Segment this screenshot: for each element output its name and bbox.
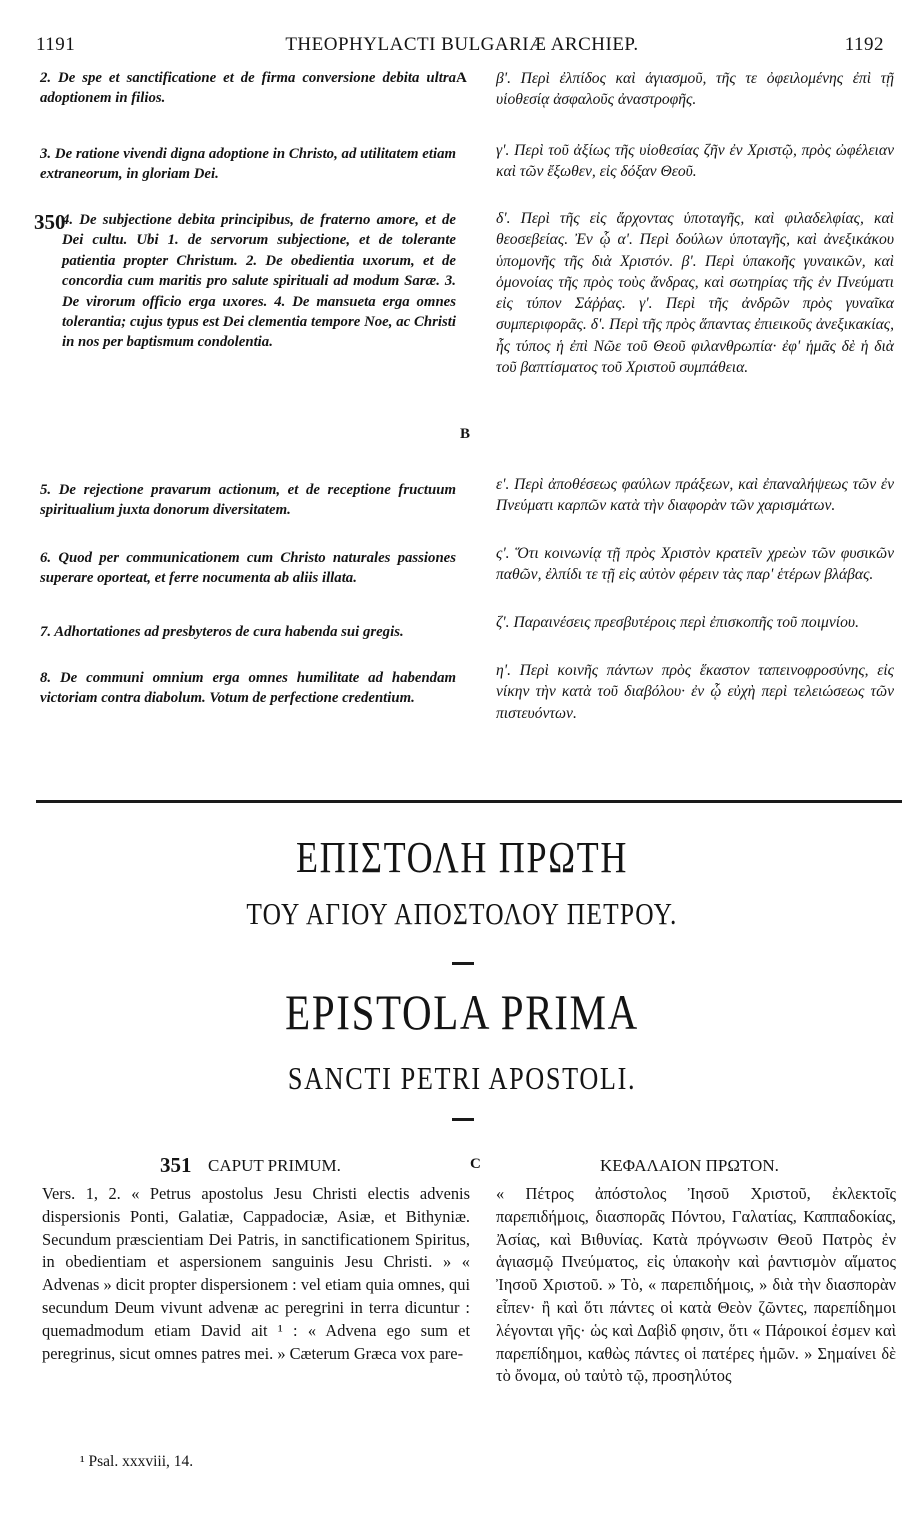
latin-body-paragraph: Vers. 1, 2. « Petrus apostolus Jesu Christi electis advenis dispersionis Ponti, Galatiæ, Cappadociæ, Asiæ, et Bithyniæ. Secundum præscientiam Dei Patris, in sanctificationem Spiritus, in obedientiam et aspersionem sanguinis Jesu Christi. » « Advenas » dicit propter dispersionem : vel etiam quia omnes, qui secundum Deum vivunt advenæ ac peregrini in terra dicuntur : quemadmodum etiam David ait ¹ : « Advena ego sum et peregrinus, sicut omnes patres mei. » Cæterum Græca vox pare-	[42, 1184, 470, 1363]
greek-summary-3: γ'. Περὶ τοῦ ἀξίως τῆς υἱοθεσίας ζῆν ἐν Χριστῷ, πρὸς ὠφέλειαν καὶ τῶν ἔξωθεν, εἰς δόξαν Θεοῦ.	[496, 142, 894, 181]
left-page-number: 1191	[36, 34, 76, 55]
greek-summary-8: η'. Περὶ κοινῆς πάντων πρὸς ἕκαστον ταπεινοφροσύνης, εἰς νίκην τὴν κατὰ τοῦ διαβόλου· ἐν ᾧ εὐχὴ περὶ τελειώσεως τῶν πιστευόντων.	[496, 662, 894, 722]
right-page-number: 1192	[844, 34, 884, 55]
greek-summary-4: δ'. Περὶ τῆς εἰς ἄρχοντας ὑποταγῆς, καὶ φιλαδελφίας, καὶ θεοσεβείας. Ἐν ᾧ α'. Περὶ δούλων ὑποταγῆς, καὶ ἀνεξικάκου ὑπομονῆς τῆς διὰ Χριστόν. β'. Περὶ ὑπακοῆς γυναικῶν, καὶ ὁμονοίας τῆς πρὸς τοὺς ἄνδρας, καὶ σωτηρίας τῆς ἐν Πνεύματι εἰς τύπον Σάῤῥας. γ'. Περὶ τῆς ἀνδρῶν πρὸς γυναῖκα συμπεριφορᾶς. δ'. Περὶ τῆς πρὸς ἅπαντας ἐπιεικοῦς ἀνεξικακίας, ἧς τύπος ἡ ἐπὶ Νῶε τοῦ Θεοῦ φιλανθρωπία· ἐφ' ἡμᾶς δὲ ἡ διὰ τοῦ βαπτίσματος τοῦ Χριστοῦ συμπάθεια.	[496, 210, 894, 377]
section-divider	[36, 800, 902, 803]
greek-epistle-subtitle: ΤΟΥ ΑΓΙΟΥ ΑΠΟΣΤΟΛΟΥ ΠΕΤΡΟΥ.	[246, 896, 678, 931]
margin-marker-b: B	[460, 426, 471, 442]
column-number-350: 350	[34, 210, 66, 234]
latin-epistle-title: EPISTOLA PRIMA	[285, 984, 639, 1040]
latin-body-text	[42, 1183, 470, 1365]
greek-summary-7: ζ'. Παραινέσεις πρεσβυτέροις περὶ ἐπισκοπῆς τοῦ ποιμνίου.	[496, 614, 859, 631]
greek-epistle-title: ΕΠΙΣΤΟΛΗ ΠΡΩΤΗ	[295, 833, 629, 882]
latin-summary-5: 5. De rejectione pravarum actionum, et de receptione fructuum spiritualium juxta donorum diversitatem.	[40, 482, 456, 519]
footnote: ¹ Psal. xxxviii, 14.	[80, 1453, 194, 1470]
latin-summary-6: 6. Quod per communicationem cum Christo naturales passiones superare oporteat, et ferre nocumenta ab aliis illata.	[40, 550, 456, 587]
title-dash-1	[452, 962, 474, 965]
latin-summary-8: 8. De communi omnium erga omnes humilitate ad habendam victoriam contra diabolum. Votum de perfectione credentium.	[40, 670, 456, 707]
latin-summary-4: 4. De subjectione debita principibus, de fraterno amore, et de Dei cultu. Ubi 1. de servorum subjectione, et de tolerante patientia propter Christum. 2. De obedientia uxorum, et de concordia cum maritis pro salute spirituali ad modum Saræ. 3. De virorum officio erga uxores. 4. De mansueta erga omnes tolerantia; cujus typus est Dei clementia tempore Noe, ac Christi in nos per baptismum condolentia.	[62, 212, 456, 351]
greek-chapter-heading: ΚΕΦΑΛΑΙΟΝ ΠΡΩΤΟΝ.	[600, 1156, 779, 1175]
margin-marker-a: A	[456, 70, 467, 86]
latin-chapter-heading: CAPUT PRIMUM.	[208, 1156, 341, 1175]
column-number-351: 351	[160, 1153, 192, 1177]
greek-body-paragraph: « Πέτρος ἀπόστολος Ἰησοῦ Χριστοῦ, ἐκλεκτοῖς παρεπιδήμοις, διασπορᾶς Πόντου, Γαλατίας, Καππαδοκίας, Ἀσίας, καὶ Βιθυνίας. Κατὰ πρόγνωσιν Θεοῦ Πατρὸς ἐν ἁγιασμῷ Πνεύματος, εἰς ὑπακοὴν καὶ ῥαντισμὸν αἵματος Ἰησοῦ Χριστοῦ. » Τὸ, « παρεπιδήμοις, » διὰ τὴν διασπορὰν εἶπεν· ἢ καὶ ὅτι πάντες οἱ κατὰ Θεὸν ζῶντες, παρεπίδημοι λέγονται γῆς· ὡς καὶ Δαβὶδ φησιν, ὅτι « Πάροικοί ἐσμεν καὶ παρεπίδημοι, καθὼς πάντες οἱ πατέρες ἡμῶν. » Σημαίνει δὲ τὸ ὄνομα, οὐ ταὐτὸ τῷ, προσηλύτος	[496, 1184, 896, 1386]
latin-epistle-subtitle: SANCTI PETRI APOSTOLI.	[287, 1060, 637, 1096]
greek-summary-5: ε'. Περὶ ἀποθέσεως φαύλων πράξεων, καὶ ἐπαναλήψεως τῶν ἐν Πνεύματι καρπῶν κατὰ τὴν διαφορὰν τῶν χαρισμάτων.	[496, 476, 894, 515]
margin-marker-c: C	[470, 1156, 481, 1172]
latin-summary-2: 2. De spe et sanctificatione et de firma conversione debita ultra adoptionem in filios.	[40, 70, 456, 107]
greek-body-text	[496, 1183, 896, 1388]
greek-summary-2: β'. Περὶ ἐλπίδος καὶ ἁγιασμοῦ, τῆς τε ὀφειλομένης ἐπὶ τῇ υἱοθεσίᾳ ἀσφαλοῦς ἀναστροφῆς.	[496, 70, 894, 109]
greek-summary-6: ς'. Ὅτι κοινωνίᾳ τῇ πρὸς Χριστὸν κρατεῖν χρεὼν τῶν φυσικῶν παθῶν, ἐλπίδι τε τῇ εἰς αὐτὸν φέρειν τὰς παρ' ἑτέρων βλάβας.	[496, 545, 894, 584]
title-dash-2	[452, 1118, 474, 1121]
latin-summary-3: 3. De ratione vivendi digna adoptione in Christo, ad utilitatem etiam extraneorum, in gloriam Dei.	[40, 146, 456, 183]
latin-summary-7: 7. Adhortationes ad presbyteros de cura habenda sui gregis.	[40, 624, 404, 640]
running-title: THEOPHYLACTI BULGARIÆ ARCHIEP.	[285, 34, 639, 55]
